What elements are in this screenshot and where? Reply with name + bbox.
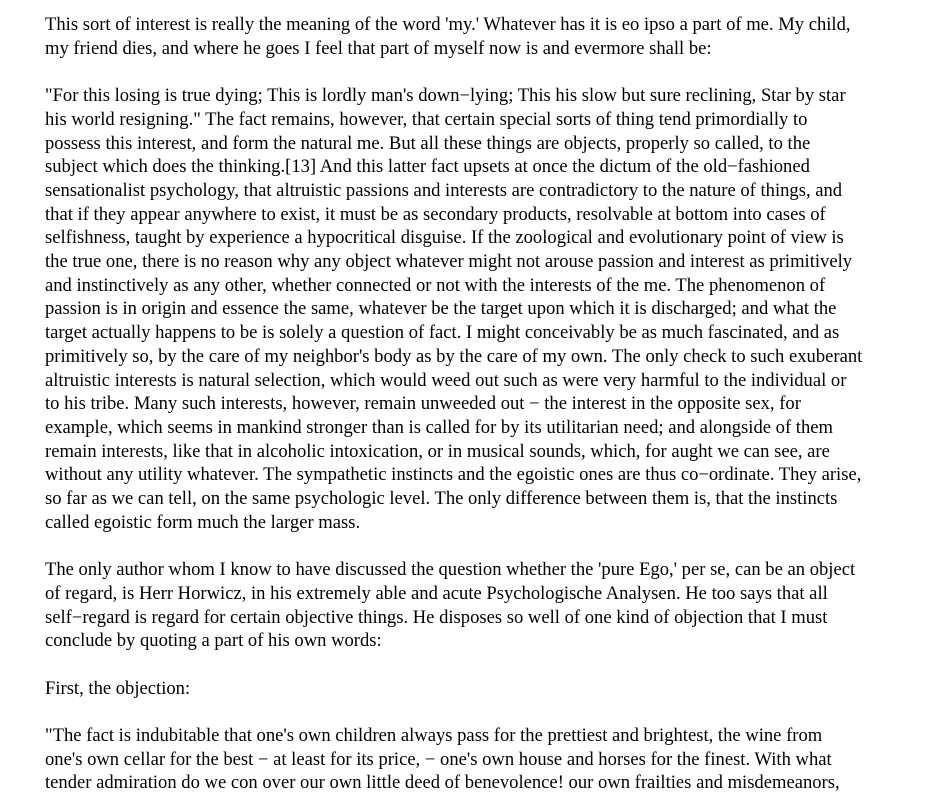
paragraph-altruistic-interests: "For this losing is true dying; This is lordly man's down−lying; This his slow but sure reclining, Star by star his world resigning." The fact remains, however, that certain special sorts of thing tend primordially to possess this interest, and form the natural me. But all these things are objects, properly so called, to the subject which does the thinking.[13] And this latter fact upsets at once the dictum of the old−fashioned sensationalist psychology, that altruistic passions and interests are contradictory to the nature of things, and that if they appear anywhere to exist, it must be as secondary products, resolvable at bottom into cases of selfishness, taught by experience a hypocritical disguise. If the zoological and evolutionary point of view is the true one, there is no reason why any object whatever might not arouse passion and interest as primitively and instinctively as any other, whether connected or not with the interests of the me. The phenomenon of passion is in origin and essence the same, whatever be the target upon which it is discharged; and what the target actually happens to be is solely a question of fact. I might conceivably be as much fascinated, and as primitively so, by the care of my neighbor's body as by the care of my own. The only check to such exuberant altruistic interests is natural selection, which would weed out such as were very harmful to the individual or to his tribe. Many such interests, however, remain unweeded out − the interest in the opposite sex, for example, which seems in mankind stronger than is called for by its utilitarian need; and alongside of them remain interests, like that in alcoholic intoxication, or in musical sounds, which, for aught we can see, are without any utility whatever. The sympathetic instincts and the egoistic ones are thus co−ordinate. They arise, so far as we can tell, on the same psychologic level. The only difference between them is, that the instincts called egoistic form much the larger mass.	[45, 85, 863, 533]
paragraph-horwicz: The only author whom I know to have discussed the question whether the 'pure Ego,' per se, can be an object of regard, is Herr Horwicz, in his extremely able and acute Psychologische Analysen. He too says that all self−regard is regard for certain objective things. He disposes so well of one kind of objection that I must conclude by quoting a part of his own words:	[45, 559, 856, 652]
paragraph-my-interest: This sort of interest is really the meaning of the word 'my.' Whatever has it is eo ipso a part of me. My child, my friend dies, and where he goes I feel that part of myself now is and evermore shall be:	[45, 14, 851, 59]
paragraph-objection-quote: "The fact is indubitable that one's own children always pass for the prettiest and brightest, the wine from one's own cellar for the best − at least for its price, − one's own house and horses for the finest. With what tender admiration do we con over our own little deed of benevolence! our own frailties and misdemeanors,	[45, 725, 840, 794]
paragraph-objection-intro: First, the objection:	[45, 677, 191, 699]
